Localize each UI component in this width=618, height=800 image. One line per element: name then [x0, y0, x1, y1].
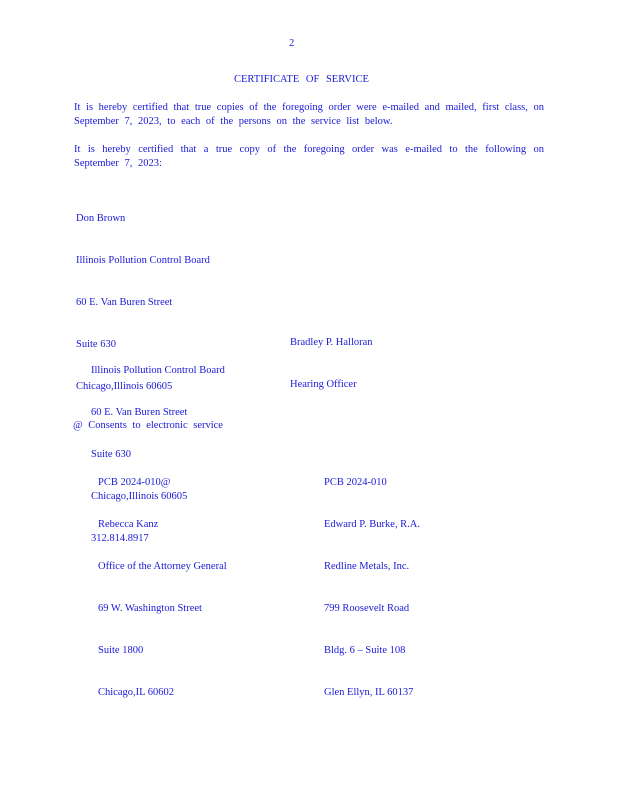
consent-note: @ Consents to electronic service: [73, 420, 223, 431]
service-list-entry: PCB 2024-010@: [98, 477, 171, 488]
signer-address-line: Chicago,Illinois 60605: [91, 491, 188, 502]
certification-paragraph-2: It is hereby certified that a true copy of the foregoing order was e-mailed to the following on September 7, 2023:: [74, 144, 544, 169]
service-list-entry: Edward P. Burke, R.A.: [324, 519, 420, 530]
signer-title: Hearing Officer: [290, 379, 357, 390]
signer-address-line: Suite 630: [91, 449, 131, 460]
signer-phone: 312.814.8917: [91, 533, 149, 544]
service-list-entry: 799 Roosevelt Road: [324, 603, 410, 614]
document-title: CERTIFICATE OF SERVICE: [234, 74, 369, 85]
service-list-entry: Bldg. 6 – Suite 108: [324, 645, 406, 656]
service-list-entry: Redline Metals, Inc.: [324, 561, 410, 572]
signature-block: [290, 308, 373, 406]
page-number: 2: [289, 38, 295, 49]
recipient-line: Illinois Pollution Control Board: [76, 255, 210, 266]
service-list-entry: Office of the Attorney General: [98, 561, 227, 572]
service-list-entry: 69 W. Washington Street: [98, 603, 202, 614]
recipient-line: Suite 630: [76, 339, 116, 350]
service-list-entry: PCB 2024-010: [324, 477, 387, 488]
service-list-left: [98, 448, 227, 714]
service-list-entry: Rebecca Kanz: [98, 519, 159, 530]
signer-name: Bradley P. Halloran: [290, 337, 373, 348]
signer-address-line: 60 E. Van Buren Street: [91, 407, 188, 418]
recipient-line: 60 E. Van Buren Street: [76, 297, 173, 308]
service-list-entry: Chicago,IL 60602: [98, 687, 175, 698]
service-list-right: [324, 448, 420, 714]
certification-paragraph-1: It is hereby certified that true copies of the foregoing order were e-mailed and mailed, first class, on September 7, 2023, to each of the persons on the service list below.: [74, 102, 544, 127]
signer-address-line: Illinois Pollution Control Board: [91, 365, 225, 376]
recipient-line: Chicago,Illinois 60605: [76, 381, 173, 392]
service-list-entry: Suite 1800: [98, 645, 144, 656]
service-list-entry: Glen Ellyn, IL 60137: [324, 687, 414, 698]
recipient-line: Don Brown: [76, 213, 126, 224]
